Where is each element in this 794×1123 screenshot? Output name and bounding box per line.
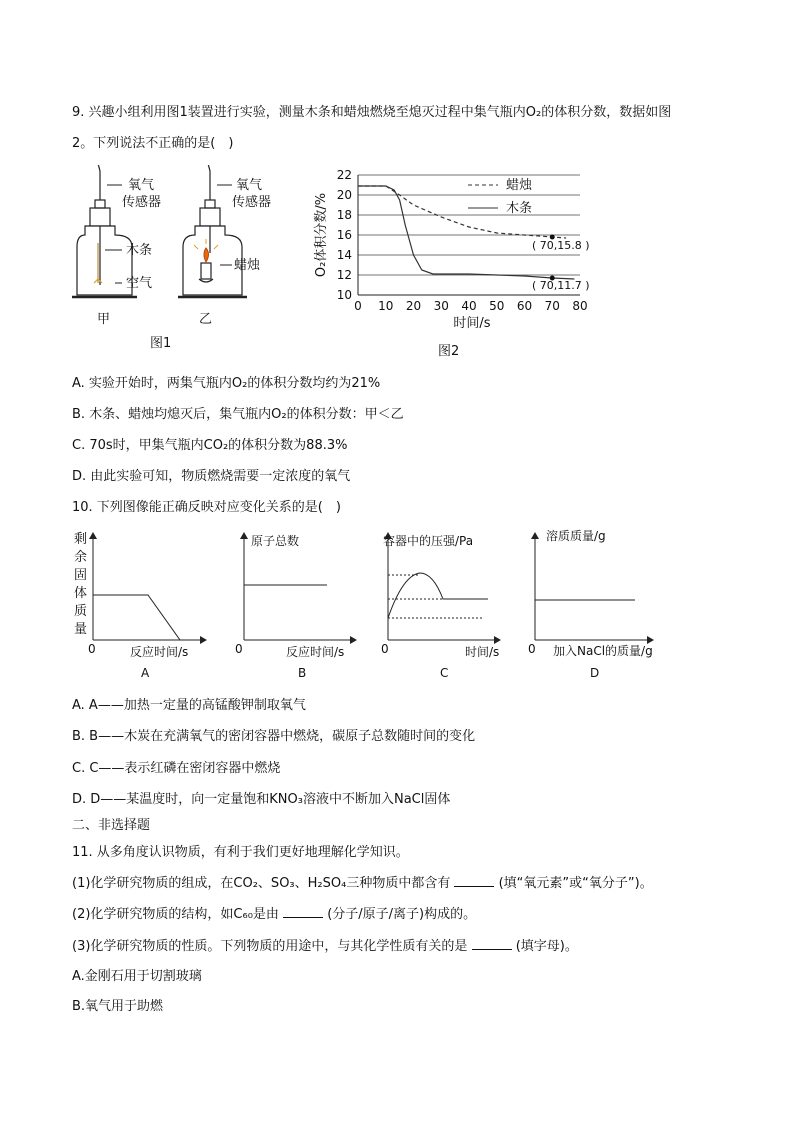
graph-a-ylabel-6: 量 — [74, 622, 88, 637]
legend-wood: 木条 — [506, 201, 533, 216]
annotation-candle: ( 70,15.8 ) — [532, 239, 590, 252]
graph-a-ylabel-5: 质 — [74, 604, 88, 619]
label-sensor-a-2: 传感器 — [122, 195, 162, 210]
y-tick-label: 14 — [336, 248, 352, 262]
graph-c-xlabel: 时间/s — [465, 645, 500, 659]
label-air: 空气 — [126, 276, 153, 291]
graph-d-ylabel: 溶质质量/g — [546, 529, 606, 543]
q11-part-2-blank[interactable] — [283, 905, 323, 918]
x-tick-label: 80 — [572, 299, 588, 313]
q9-stem-line2: 2。下列说法不正确的是( ) — [72, 136, 234, 151]
section-heading: 二、非选择题 — [72, 818, 151, 833]
q11-option-a: A.金刚石用于切割玻璃 — [72, 969, 202, 984]
graph-c — [381, 533, 500, 680]
q9-option-d: D. 由此实验可知，物质燃烧需要一定浓度的氧气 — [72, 469, 351, 484]
q9-option-a: A. 实验开始时，两集气瓶内O₂的体积分数均约为21% — [72, 376, 381, 391]
q11-part-1-hint: (填“氧元素”或“氧分子”)。 — [498, 876, 653, 891]
annotation-wood: ( 70,11.7 ) — [532, 279, 590, 292]
graph-d — [528, 528, 653, 680]
x-tick-label: 0 — [354, 299, 362, 313]
graph-b-letter: B — [298, 666, 307, 680]
x-tick-label: 20 — [405, 299, 422, 313]
label-sensor-b-2: 传感器 — [232, 195, 272, 210]
y-tick-label: 20 — [336, 188, 352, 202]
x-tick-label: 60 — [516, 299, 533, 313]
graph-c-ylabel: 容器中的压强/Pa — [383, 534, 474, 548]
series-line-candle — [358, 186, 566, 238]
q11-part-1-blank[interactable] — [454, 874, 494, 887]
x-tick-label: 50 — [489, 299, 505, 313]
q11-part-2-hint: (分子/原子/离子)构成的。 — [327, 907, 477, 922]
graph-a-ylabel-3: 固 — [74, 568, 88, 583]
graph-a-origin: 0 — [88, 642, 96, 656]
label-sensor-b-1: 氧气 — [236, 178, 263, 193]
graph-c-letter: C — [440, 666, 449, 680]
y-tick-label: 16 — [336, 228, 352, 242]
label-candle: 蜡烛 — [234, 258, 261, 273]
chart-x-label: 时间/s — [453, 316, 491, 331]
graph-b-xlabel: 反应时间/s — [286, 645, 345, 659]
chart-grid — [358, 175, 580, 275]
graph-d-xlabel: 加入NaCl的质量/g — [553, 644, 653, 658]
series-line-wood — [358, 186, 574, 279]
graph-a-ylabel-2: 余 — [74, 550, 88, 565]
graph-b-origin: 0 — [235, 642, 243, 656]
label-sensor-a-1: 氧气 — [128, 178, 155, 193]
graph-d-origin: 0 — [528, 642, 536, 656]
figure-1-apparatus — [60, 165, 275, 355]
q10-option-c: C. C——表示红磷在密闭容器中燃烧 — [72, 761, 281, 776]
q9-option-c: C. 70s时，甲集气瓶内CO₂的体积分数为88.3% — [72, 438, 348, 453]
q11-part-1 — [72, 874, 653, 893]
graph-a — [74, 532, 206, 680]
y-tick-label: 10 — [336, 288, 352, 302]
q9-option-b: B. 木条、蜡烛均熄灭后，集气瓶内O₂的体积分数：甲＜乙 — [72, 407, 404, 422]
q11-part-3 — [72, 937, 578, 956]
q10-option-a: A. A——加热一定量的高锰酸钾制取氧气 — [72, 698, 306, 713]
q11-part-2-text: (2)化学研究物质的结构，如C₆₀是由 — [72, 907, 279, 922]
q10-option-d: D. D——某温度时，向一定量饱和KNO₃溶液中不断加入NaCl固体 — [72, 792, 451, 807]
y-tick-label: 22 — [336, 168, 352, 182]
q11-part-3-blank[interactable] — [472, 937, 512, 950]
figure-2-caption: 图2 — [438, 344, 460, 359]
q11-option-b: B.氧气用于助燃 — [72, 999, 164, 1014]
q11-part-2 — [72, 905, 476, 924]
chart-y-label: O₂体积分数/% — [314, 192, 329, 278]
label-bottle-jia: 甲 — [97, 312, 111, 327]
graph-b-ylabel: 原子总数 — [251, 534, 300, 548]
q9-stem-line1: 9. 兴趣小组利用图1装置进行实验，测量木条和蜡烛燃烧至熄灭过程中集气瓶内O₂的体积分数，数据如图 — [72, 105, 672, 120]
graph-a-ylabel-4: 体 — [74, 586, 88, 601]
q11-part-3-hint: (填字母)。 — [515, 939, 578, 954]
figure-1-caption: 图1 — [150, 336, 172, 351]
y-tick-label: 12 — [336, 268, 352, 282]
graph-d-letter: D — [590, 666, 600, 680]
x-tick-label: 70 — [544, 299, 560, 313]
q10-graphs — [68, 525, 708, 685]
q10-stem: 10. 下列图像能正确反映对应变化关系的是( ) — [72, 500, 341, 515]
q11-stem: 11. 从多角度认识物质，有利于我们更好地理解化学知识。 — [72, 845, 409, 860]
q11-part-1-text: (1)化学研究物质的组成，在CO₂、SO₃、H₂SO₄三种物质中都含有 — [72, 876, 451, 891]
legend-candle: 蜡烛 — [506, 178, 533, 193]
q11-part-3-text: (3)化学研究物质的性质。下列物质的用途中，与其化学性质有关的是 — [72, 939, 468, 954]
graph-a-letter: A — [141, 666, 150, 680]
q10-option-b: B. B——木炭在充满氧气的密闭容器中燃烧，碳原子总数随时间的变化 — [72, 729, 476, 744]
graph-a-ylabel-1: 剩 — [74, 532, 88, 547]
x-tick-label: 30 — [433, 299, 449, 313]
x-tick-label: 40 — [461, 299, 477, 313]
graph-a-xlabel: 反应时间/s — [130, 645, 189, 659]
chart-series — [358, 186, 574, 281]
label-bottle-yi: 乙 — [199, 312, 213, 327]
figure-2-chart — [310, 165, 630, 360]
graph-c-origin: 0 — [381, 642, 389, 656]
x-tick-label: 10 — [378, 299, 394, 313]
graph-b — [235, 533, 356, 680]
label-wood: 木条 — [126, 243, 153, 258]
y-tick-label: 18 — [336, 208, 352, 222]
